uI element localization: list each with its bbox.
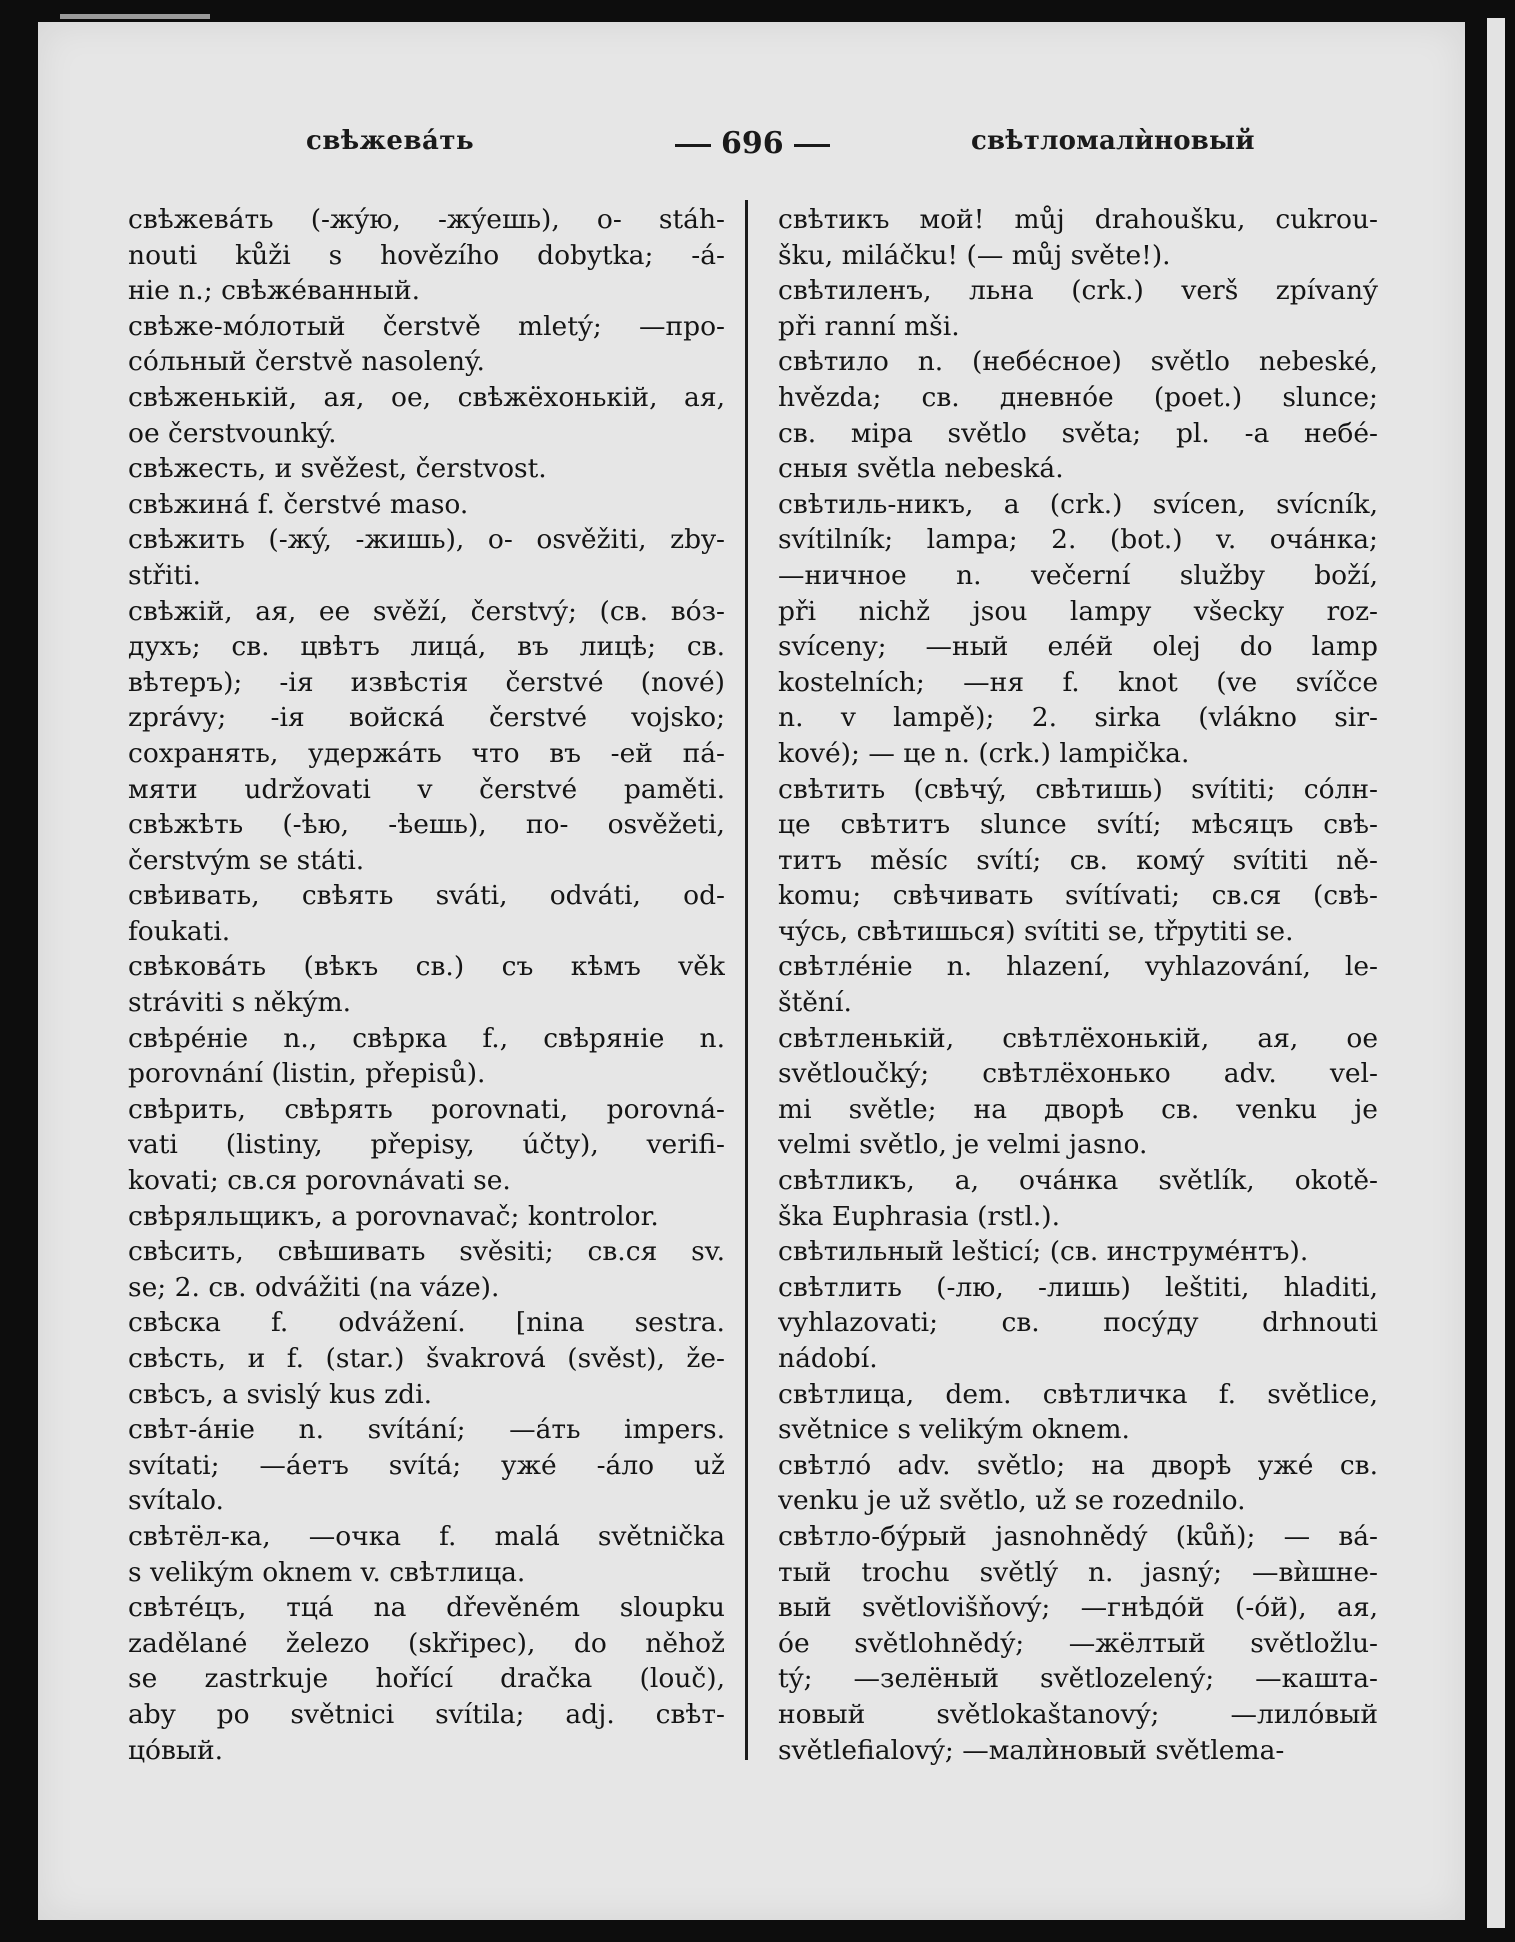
text-line: světloučký; свѣтлёхонько adv. vel-	[778, 1058, 1378, 1090]
text-line: štění.	[778, 987, 852, 1019]
page-header	[0, 126, 1515, 166]
text-line: se; 2. св. odvážiti (na váze).	[128, 1271, 500, 1303]
text-line: kové); — це n. (crk.) lampička.	[778, 737, 1190, 769]
column-divider	[745, 200, 748, 1760]
text-line: свѣжесть, и svěžest, čerstvost.	[128, 453, 547, 485]
text-line: сохранять, удержáть что въ -ей пá-	[128, 737, 725, 769]
text-line: свѣивать, свѣять sváti, odváti, od-	[128, 880, 725, 912]
scan-artifact	[60, 14, 210, 19]
text-line: nádobí.	[778, 1343, 878, 1374]
text-line: свѣсъ, а svislý kus zdi.	[128, 1378, 432, 1410]
text-line: свѣрить, свѣрять porovnati, porovná-	[128, 1093, 725, 1125]
text-line: свѣтило n. (небéсное) světlo nebeské,	[778, 346, 1378, 378]
text-line: vati (listiny, přepisy, účty), verifi-	[128, 1129, 725, 1161]
text-line: свѣжевáть (-жýю, -жýешь), о- stáh-	[128, 204, 725, 235]
text-line: свѣрéніе n., свѣрка f., свѣряніе n.	[128, 1022, 725, 1054]
text-line: ніе n.; свѣжéванный.	[128, 275, 421, 307]
text-line: свѣжинá f. čerstvé maso.	[128, 488, 469, 520]
page-number-group	[665, 126, 840, 161]
text-line: свѣтликъ, а, очáнка světlík, okotě-	[778, 1165, 1378, 1197]
text-line: цóвый.	[128, 1734, 224, 1766]
text-line: тый trochu světlý n. jasný; —вѝшне-	[778, 1556, 1378, 1588]
text-line: свѣряльщикъ, а porovnavač; kontrolor.	[128, 1200, 659, 1232]
adjacent-page-edge	[1487, 18, 1505, 1928]
text-line: kovati; св.ся porovnávati se.	[128, 1165, 511, 1197]
text-line: свѣтить (свѣчý, свѣтишь) svítiti; сóлн-	[778, 773, 1378, 805]
text-line: титъ měsíc svítí; св. комý svítiti ně-	[778, 844, 1378, 876]
text-line: новый světlokaštanový; —лилóвый	[778, 1698, 1378, 1730]
text-line: свѣтлить (-лю, -лишь) leštiti, hladiti,	[778, 1271, 1378, 1303]
text-line: чýсь, свѣтишься) svítiti se, třpytiti se.	[778, 915, 1294, 947]
text-line: сныя světla nebeská.	[778, 453, 1064, 485]
text-line: svíceny; —ный елéй olej do lamp	[778, 631, 1378, 663]
text-line: nouti kůži s hovězího dobytka; -á-	[128, 239, 725, 271]
text-line: ое čerstvounký.	[128, 417, 337, 449]
text-line: свѣже-мóлотый čerstvě mletý; —про-	[128, 310, 725, 342]
text-line: svítilník; lampa; 2. (bot.) v. очáнка;	[778, 524, 1378, 556]
text-line: свѣжѣть (-ѣю, -ѣешь), по- osvěžeti,	[128, 809, 725, 841]
text-line: св. міра světlo světa; pl. -а небé-	[778, 417, 1378, 449]
text-line: zprávy; -ія войскá čerstvé vojsko;	[128, 702, 725, 734]
text-line: čerstvým se státi.	[128, 844, 365, 876]
text-line: šku, miláčku! (— můj světe!).	[778, 239, 1171, 271]
text-line: aby po světnici svítila; adj. свѣт-	[128, 1698, 725, 1730]
text-line: мяти udržovati v čerstvé paměti.	[128, 773, 725, 805]
text-line: свѣковáть (вѣкъ св.) съ кѣмъ věk	[128, 951, 725, 983]
text-line: mi světle; на дворѣ св. venku je	[778, 1093, 1378, 1125]
text-line: вый světlovišňový; —гнѣдóй (-óй), ая,	[778, 1592, 1378, 1624]
dash-left	[675, 144, 711, 147]
text-line: při ranní mši.	[778, 310, 960, 342]
left-column	[128, 202, 725, 1768]
text-line: porovnání (listin, přepisů).	[128, 1058, 486, 1090]
text-line: kostelních; —ня f. knot (ve svíčce	[778, 666, 1378, 698]
text-line: свѣтиль-никъ, а (crk.) svícen, svícník,	[778, 488, 1378, 520]
text-line: ška Euphrasia (rstl.).	[778, 1200, 1061, 1232]
text-line: svítalo.	[128, 1485, 224, 1517]
text-line: свѣтлó adv. světlo; на дворѣ ужé св.	[778, 1449, 1378, 1481]
text-line: свѣска f. odvážení. [nina sestra.	[128, 1307, 725, 1339]
text-line: se zastrkuje hořící dračka (louč),	[128, 1663, 725, 1695]
text-line: s velikým oknem v. свѣтлица.	[128, 1556, 526, 1588]
text-line: свѣт-áніе n. svítání; —áть impers.	[128, 1414, 725, 1446]
text-line: venku je už světlo, už se rozednilo.	[778, 1485, 1246, 1517]
text-line: свѣжій, ая, ее svěží, čerstvý; (св. вóз-	[128, 595, 725, 627]
text-line: n. v lampě); 2. sirka (vlákno sir-	[778, 702, 1378, 734]
text-line: hvězda; св. дневнóе (poet.) slunce;	[778, 381, 1378, 413]
text-line: свѣжить (-жý, -жишь), о- osvěžiti, zby-	[128, 524, 725, 556]
text-line: vyhlazovati; св. посýду drhnouti	[778, 1307, 1378, 1339]
text-line: свѣтиленъ, льна (crk.) verš zpívaný	[778, 275, 1378, 307]
text-line: свѣтёл-ка, —очка f. malá světnička	[128, 1520, 725, 1552]
text-line: foukati.	[128, 915, 231, 947]
text-line: střiti.	[128, 559, 201, 591]
text-line: свѣтильный lešticí; (св. инструмéнтъ).	[778, 1236, 1309, 1268]
text-line: свѣтленькій, свѣтлёхонькій, ая, ое	[778, 1022, 1378, 1054]
text-line: óе světlohnědý; —жёлтый světložlu-	[778, 1627, 1378, 1659]
header-left-headword: свѣжевáть	[306, 126, 475, 156]
text-line: сóльный čerstvě nasolený.	[128, 346, 485, 378]
text-line: svítati; —áетъ svítá; ужé -áло už	[128, 1449, 725, 1481]
text-line: свѣтлица, dem. свѣтличка f. světlice,	[778, 1378, 1378, 1410]
right-column	[778, 202, 1378, 1768]
text-line: světlefialový; —малѝновый světlema-	[778, 1734, 1285, 1766]
text-line: свѣтикъ мой! můj drahoušku, cukrou-	[778, 204, 1378, 235]
text-line: свѣсить, свѣшивать svěsiti; св.ся sv.	[128, 1236, 725, 1268]
text-line: světnice s velikým oknem.	[778, 1414, 1130, 1446]
text-line: —ничное n. večerní služby boží,	[778, 559, 1378, 591]
text-line: свѣтло-бýрый jasnohnědý (kůň); — вá-	[778, 1520, 1378, 1552]
text-line: свѣтéцъ, тцá na dřevěném sloupku	[128, 1592, 725, 1624]
page-number: 696	[721, 126, 784, 161]
text-line: вѣтеръ); -ія извѣстія čerstvé (nové)	[128, 666, 725, 698]
header-right-headword: свѣтломалѝновый	[971, 126, 1255, 156]
text-line: zadělané železo (skřipec), do něhož	[128, 1627, 725, 1659]
text-line: духъ; св. цвѣтъ лицá, въ лицѣ; св.	[128, 631, 725, 663]
text-line: tý; —зелёный světlozelený; —кашта-	[778, 1663, 1378, 1695]
text-line: свѣтлéніе n. hlazení, vyhlazování, le-	[778, 951, 1378, 983]
text-line: při nichž jsou lampy všecky roz-	[778, 595, 1378, 627]
text-line: свѣсть, и f. (star.) švakrová (svěst), že-	[128, 1343, 725, 1374]
text-line: stráviti s někým.	[128, 987, 352, 1019]
dash-right	[794, 144, 830, 147]
text-line: свѣженькій, ая, ое, свѣжёхонькій, ая,	[128, 381, 725, 413]
text-line: komu; свѣчивать svítívati; св.ся (свѣ-	[778, 880, 1378, 912]
text-line: це свѣтитъ slunce svítí; мѣсяцъ свѣ-	[778, 809, 1378, 841]
text-line: velmi světlo, je velmi jasno.	[778, 1129, 1148, 1161]
